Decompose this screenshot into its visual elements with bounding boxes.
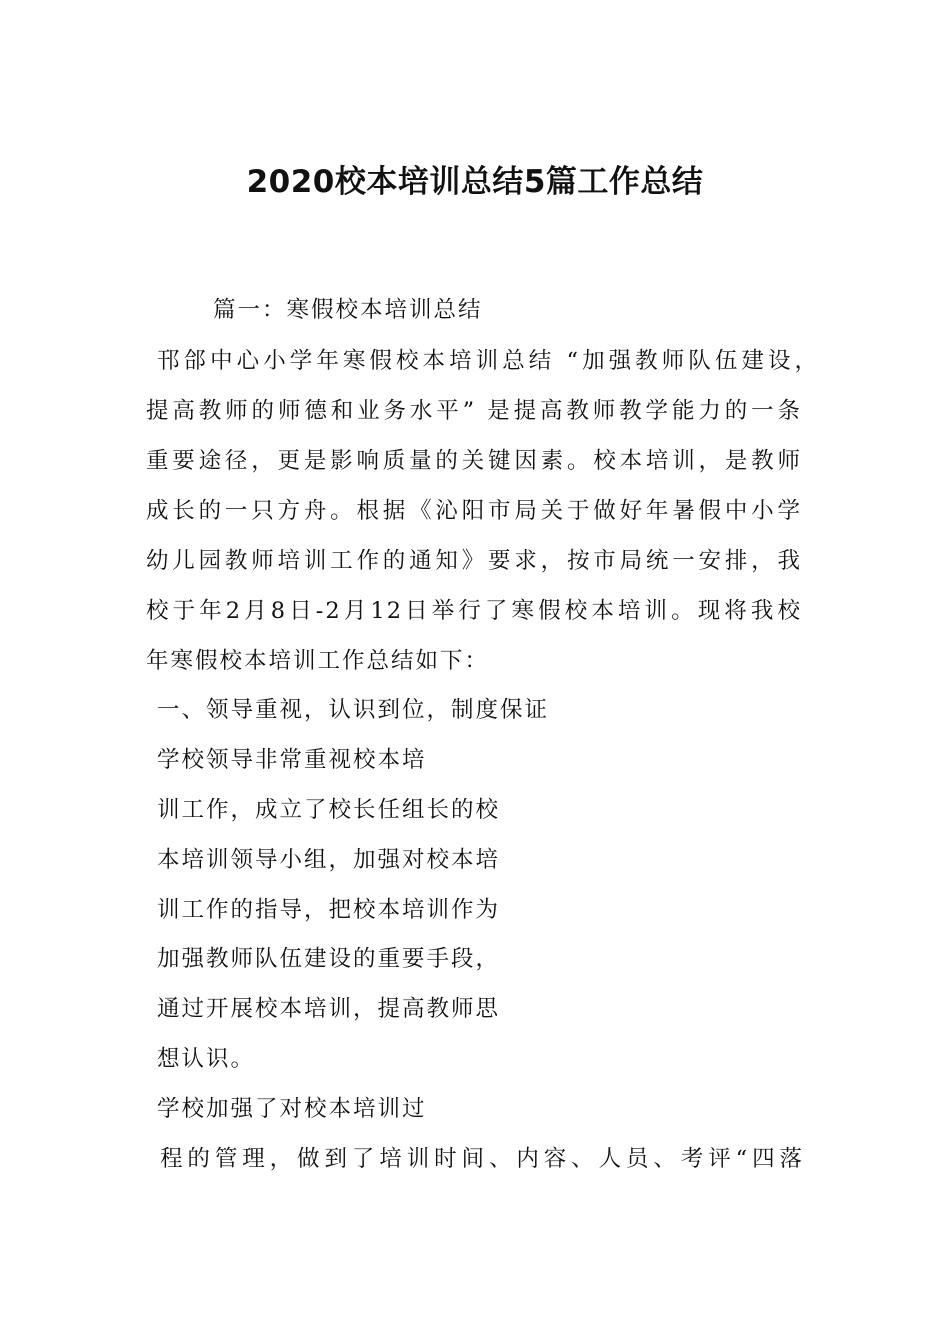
body-line-12: 加强教师队伍建设的重要手段， — [157, 946, 501, 972]
subheading-1: 一、领导重视，认识到位，制度保证 — [157, 697, 550, 723]
body-line-14: 想认识。 — [157, 1046, 256, 1072]
body-line-8: 学校领导非常重视校本培 — [157, 747, 427, 773]
body-line-11: 训工作的指导，把校本培训作为 — [157, 897, 501, 923]
body-line-6: 校于年2月8日-2月12日举行了寒假校本培训。现将我校 — [146, 598, 802, 624]
body-line-5: 幼儿园教师培训工作的通知》要求，按市局统一安排，我 — [146, 548, 802, 574]
document-title: 2020校本培训总结5篇工作总结 — [246, 164, 704, 200]
body-line-4: 成长的一只方舟。根据《沁阳市局关于做好年暑假中小学 — [146, 498, 802, 524]
body-line-10: 本培训领导小组，加强对校本培 — [157, 847, 501, 873]
body-line-9: 训工作，成立了校长任组长的校 — [157, 797, 501, 823]
body-line-7: 年寒假校本培训工作总结如下： — [146, 648, 490, 674]
body-line-15: 学校加强了对校本培训过 — [157, 1096, 427, 1122]
body-line-1: 邗郃中心小学年寒假校本培训总结 “加强教师队伍建设， — [157, 348, 819, 374]
body-line-3: 重要途径，更是影响质量的关键因素。校本培训，是教师 — [146, 448, 802, 474]
body-line-2: 提高教师的师德和业务水平” 是提高教师教学能力的一条 — [146, 398, 802, 424]
section-heading: 篇一：寒假校本培训总结 — [213, 297, 483, 323]
body-line-16: 程的管理，做到了培训时间、内容、人员、考评“四落 — [160, 1146, 804, 1172]
body-line-13: 通过开展校本培训，提高教师思 — [157, 996, 501, 1022]
